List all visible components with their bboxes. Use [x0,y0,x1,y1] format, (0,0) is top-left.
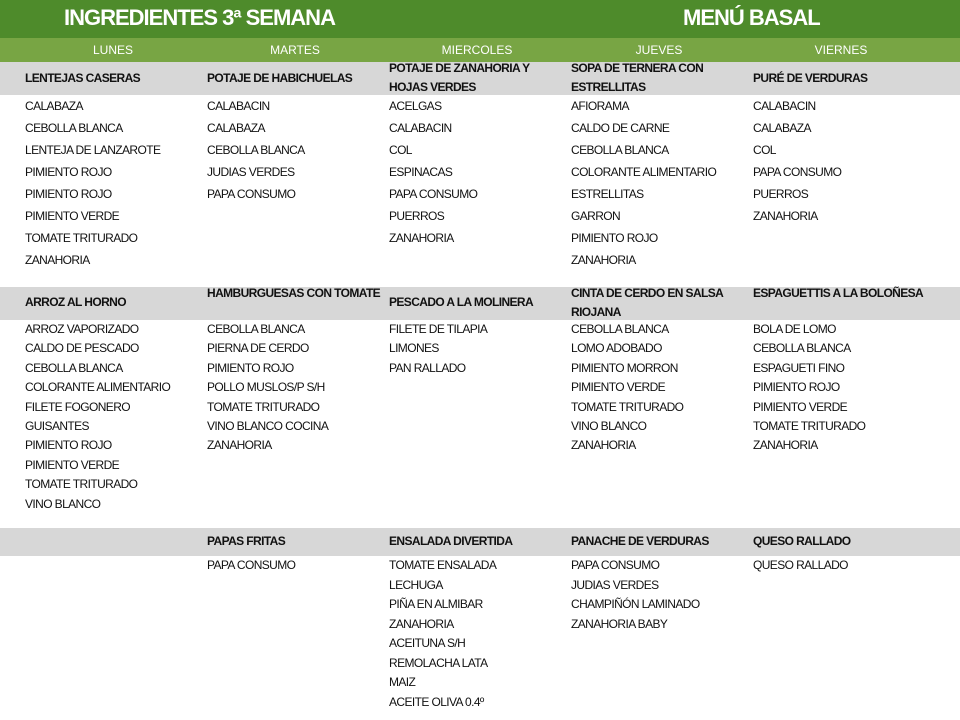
ingredient: ZANAHORIA [753,438,818,453]
ingredient: TOMATE TRITURADO [753,418,866,433]
ingredient: PAPA CONSUMO [753,165,842,179]
ingredient: AFIORAMA [571,99,629,113]
ingredient-list [25,95,201,271]
ingredient-list [207,556,383,576]
dish-name: PESCADO A LA MOLINERA [389,295,534,309]
day-monday: LUNES [92,43,133,57]
ingredient: CALDO DE PESCADO [25,341,139,356]
ingredient-list [389,95,565,249]
ingredient: PAPA CONSUMO [207,187,296,201]
ingredient: ZANAHORIA [571,253,636,267]
ingredient: ZANAHORIA BABY [571,616,668,631]
ingredient: CALABAZA [25,99,83,113]
ingredient: CHAMPIÑÓN LAMINADO [571,597,700,611]
ingredient: GUISANTES [25,418,89,433]
ingredient: COLORANTE ALIMENTARIO [571,165,717,179]
day-thursday: JUEVES [635,43,683,57]
ingredient: TOMATE TRITURADO [25,231,138,245]
ingredient: JUDIAS VERDES [207,165,295,179]
ingredient: CEBOLLA BLANCA [207,143,305,157]
ingredient: PIERNA DE CERDO [207,341,309,356]
ingredient-list [207,320,383,456]
ingredient: CEBOLLA BLANCA [25,121,123,135]
ingredient-list [753,95,929,227]
ingredient: CALABACIN [207,99,270,113]
dish-name: CINTA DE CERDO EN SALSA RIOJANA [571,286,723,319]
ingredient: LENTEJA DE LANZAROTE [25,143,161,157]
dish-name: PAPAS FRITAS [207,534,286,548]
day-wednesday: MIERCOLES [441,43,513,57]
ingredient: ACELGAS [389,99,442,113]
ingredient-list [571,95,747,271]
ingredient: CALABACIN [753,99,816,113]
ingredient: PIÑA EN ALMIBAR [389,597,483,611]
ingredient: MAIZ [389,675,416,689]
ingredient: PAPA CONSUMO [571,558,660,572]
ingredient: CALABAZA [207,121,265,135]
ingredient: PIMIENTO VERDE [25,457,120,472]
ingredient-list [389,556,565,712]
ingredient: PAN RALLADO [389,360,466,375]
ingredient: CEBOLLA BLANCA [753,341,851,356]
page-title: INGREDIENTES 3ª SEMANA [64,5,335,30]
ingredient: LOMO ADOBADO [571,341,662,356]
ingredient: FILETE FOGONERO [25,399,131,414]
ingredient-list [571,556,747,634]
ingredient: CEBOLLA BLANCA [571,322,669,336]
ingredient-list [25,320,201,514]
ingredient: PIMIENTO ROJO [207,360,294,375]
ingredient: PIMIENTO ROJO [25,187,112,201]
ingredient: PUERROS [753,187,809,201]
ingredient: BOLA DE LOMO [753,322,836,336]
ingredient: ESPAGUETI FINO [753,360,845,375]
ingredient: PIMIENTO ROJO [753,380,840,395]
ingredient-list [753,320,929,456]
ingredient: QUESO RALLADO [753,558,848,572]
ingredient: TOMATE TRITURADO [207,399,320,414]
ingredient: PUERROS [389,209,445,223]
dish-name: PURÉ DE VERDURAS [753,71,868,85]
ingredient: TOMATE ENSALADA [389,558,497,572]
ingredient: VINO BLANCO [571,418,647,433]
dish-name: QUESO RALLADO [753,534,851,548]
ingredient-list [389,320,565,378]
ingredient: JUDIAS VERDES [571,577,659,592]
ingredient: TOMATE TRITURADO [571,399,684,414]
ingredient: ZANAHORIA [753,209,818,223]
ingredient: VINO BLANCO [25,496,101,511]
ingredient: LECHUGA [389,577,443,592]
dish-name: POTAJE DE ZANAHORIA Y HOJAS VERDES [389,61,530,94]
ingredient: CALDO DE CARNE [571,121,670,135]
ingredient: LIMONES [389,341,439,356]
ingredient: CALABACIN [389,121,452,135]
ingredient: ZANAHORIA [571,438,636,453]
ingredient: PIMIENTO ROJO [25,438,112,453]
dish-name: ESPAGUETTIS A LA BOLOÑESA [753,286,924,300]
ingredient: CEBOLLA BLANCA [571,143,669,157]
ingredient: CEBOLLA BLANCA [25,360,123,375]
ingredient: PIMIENTO VERDE [753,399,848,414]
ingredient: CALABAZA [753,121,811,135]
ingredient: ZANAHORIA [25,253,90,267]
ingredient-list [571,320,747,456]
dish-name: ARROZ AL HORNO [25,295,126,309]
ingredient: PIMIENTO VERDE [25,209,120,223]
dish-name: POTAJE DE HABICHUELAS [207,71,353,85]
ingredient: REMOLACHA LATA [389,655,488,670]
ingredient: ESPINACAS [389,165,453,179]
ingredient: ESTRELLITAS [571,187,644,201]
ingredient: GARRON [571,209,621,223]
ingredient: TOMATE TRITURADO [25,477,138,492]
ingredient-list [207,95,383,205]
menu-type-title: MENÚ BASAL [683,5,820,30]
title-bar [0,0,960,38]
ingredient: PAPA CONSUMO [389,187,478,201]
ingredient: FILETE DE TILAPIA [389,322,488,336]
ingredient: CEBOLLA BLANCA [207,322,305,336]
ingredient: POLLO MUSLOS/P S/H [207,380,325,395]
ingredient: COLORANTE ALIMENTARIO [25,380,171,395]
ingredient: PIMIENTO VERDE [571,380,666,395]
day-friday: VIERNES [814,43,868,57]
ingredient: ZANAHORIA [389,231,454,245]
ingredient: COL [389,143,412,157]
ingredient: PIMIENTO ROJO [571,231,658,245]
dish-name: SOPA DE TERNERA CON ESTRELLITAS [571,61,704,94]
ingredient: ACEITUNA S/H [389,636,466,650]
ingredient: ARROZ VAPORIZADO [25,322,139,336]
dish-name: ENSALADA DIVERTIDA [389,534,513,548]
ingredient: COL [753,143,776,157]
dish-name: LENTEJAS CASERAS [25,71,141,85]
ingredient: ZANAHORIA [207,438,272,453]
ingredient: PIMIENTO MORRON [571,360,678,375]
ingredient: PAPA CONSUMO [207,558,296,572]
ingredient: ACEITE OLIVA 0.4º [389,694,484,709]
day-tuesday: MARTES [270,43,320,57]
ingredient: ZANAHORIA [389,616,454,631]
dish-name: HAMBURGUESAS CON TOMATE [207,286,381,300]
ingredient: PIMIENTO ROJO [25,165,112,179]
ingredient: VINO BLANCO COCINA [207,418,329,433]
dish-name: PANACHE DE VERDURAS [571,534,709,548]
ingredient-list [753,556,929,576]
